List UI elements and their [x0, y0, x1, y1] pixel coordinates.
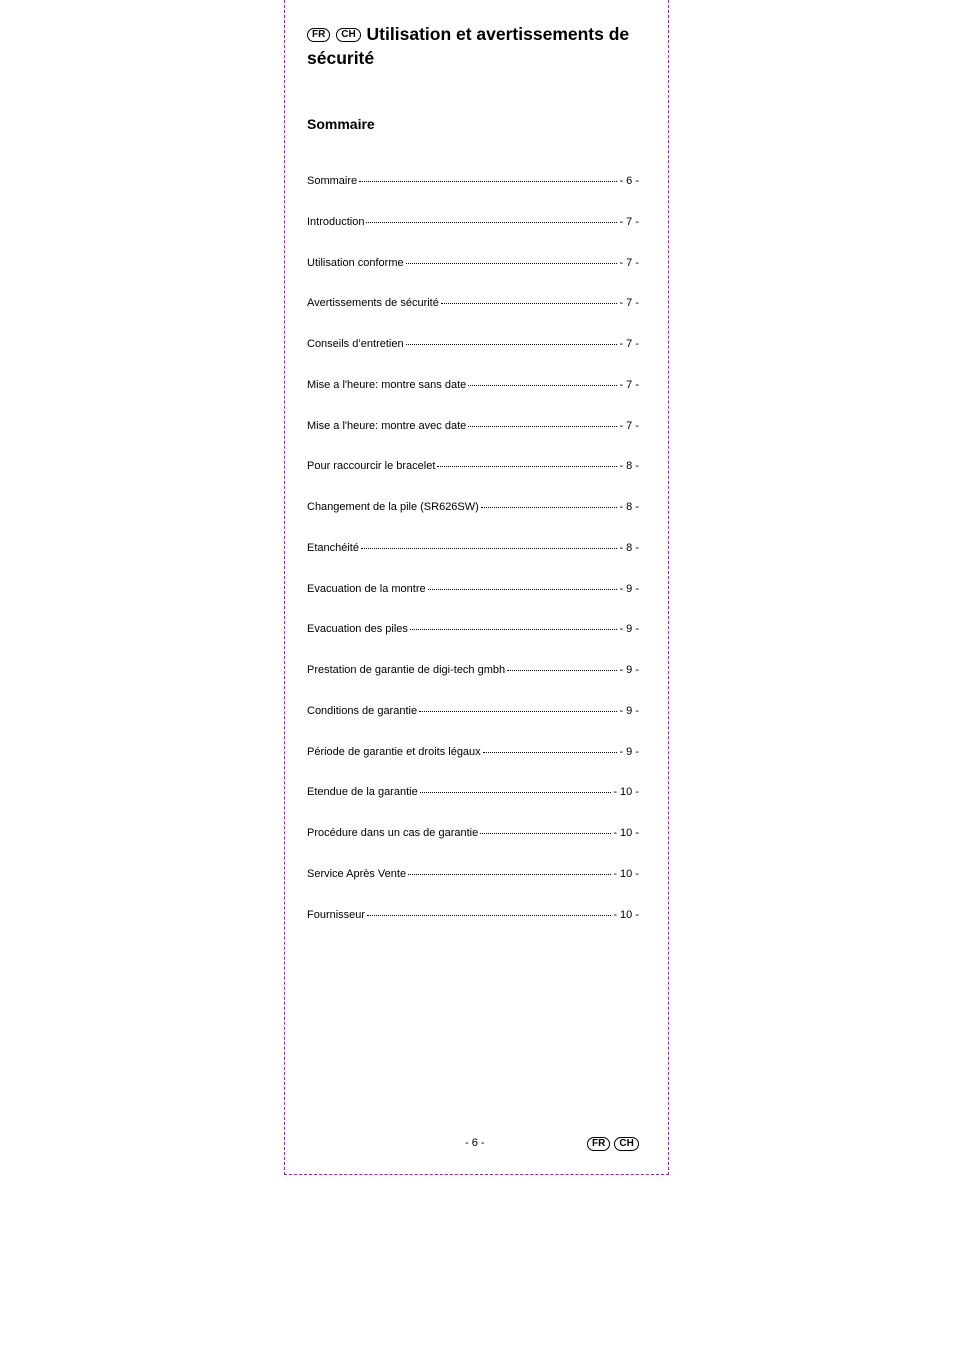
- toc-entry[interactable]: [307, 583, 639, 624]
- toc-dot-leader: [428, 589, 618, 590]
- toc-entry[interactable]: [307, 460, 639, 501]
- page-number: - 6 -: [465, 1137, 485, 1149]
- toc-dot-leader: [406, 344, 618, 345]
- toc-entry[interactable]: [307, 420, 639, 461]
- toc-entry[interactable]: [307, 827, 639, 868]
- toc-dot-leader: [437, 466, 617, 467]
- toc-entry-page: - 7 -: [619, 338, 639, 350]
- toc-entry[interactable]: [307, 257, 639, 298]
- toc-entry-page: - 9 -: [619, 582, 639, 595]
- toc-entry-label: Evacuation des piles: [307, 623, 408, 636]
- toc-entry-label: Pour raccourcir le bracelet: [307, 460, 436, 473]
- toc-entry[interactable]: [307, 216, 639, 257]
- table-of-contents: [307, 175, 639, 949]
- toc-dot-leader: [359, 181, 617, 182]
- toc-entry-label: Etanchéité: [307, 541, 359, 554]
- toc-dot-leader: [410, 629, 618, 630]
- toc-entry-page: - 9 -: [619, 704, 639, 717]
- toc-entry-page: - 7 -: [619, 215, 639, 228]
- toc-entry[interactable]: [307, 705, 639, 746]
- toc-entry-page: - 7 -: [619, 256, 639, 269]
- toc-entry[interactable]: [307, 909, 639, 950]
- toc-entry[interactable]: [307, 746, 639, 787]
- toc-entry-label: Avertissements de sécurité: [307, 297, 439, 310]
- toc-dot-leader: [483, 752, 618, 753]
- toc-entry[interactable]: [307, 786, 639, 827]
- toc-entry-label: Mise a l'heure: montre sans date: [307, 378, 467, 391]
- toc-entry-label: Prestation de garantie de digi-tech gmbh: [307, 664, 506, 676]
- toc-entry-label: Utilisation conforme: [307, 256, 404, 269]
- toc-entry-label: Procédure dans un cas de garantie: [307, 827, 479, 839]
- language-badge-fr: FR: [307, 28, 330, 42]
- toc-entry-page: - 7 -: [619, 297, 639, 310]
- toc-entry-page: - 8 -: [619, 501, 639, 513]
- toc-entry-page: - 9 -: [619, 745, 639, 758]
- footer-badges: [587, 1137, 640, 1151]
- toc-entry-page: - 10 -: [613, 786, 639, 799]
- toc-entry-label: Période de garantie et droits légaux: [307, 745, 481, 758]
- language-badge-ch: CH: [336, 28, 360, 42]
- toc-entry-label: Mise a l'heure: montre avec date: [307, 419, 467, 432]
- toc-dot-leader: [366, 222, 617, 223]
- toc-entry[interactable]: [307, 297, 639, 338]
- toc-entry-label: Introduction: [307, 215, 365, 228]
- toc-entry[interactable]: [307, 664, 639, 705]
- toc-dot-leader: [481, 507, 618, 508]
- toc-entry-label: Service Après Vente: [307, 867, 407, 880]
- toc-dot-leader: [408, 874, 611, 875]
- document-page: [284, 0, 669, 1175]
- toc-entry[interactable]: [307, 338, 639, 379]
- toc-entry-page: - 10 -: [613, 908, 639, 921]
- toc-entry-page: - 8 -: [619, 460, 639, 473]
- page-title: Utilisation et avertissements de sécurité: [307, 24, 630, 68]
- toc-entry-label: Changement de la pile (SR626SW): [307, 501, 479, 513]
- section-title: Sommaire: [307, 116, 375, 132]
- toc-dot-leader: [507, 670, 617, 671]
- toc-entry-label: Sommaire: [307, 175, 358, 187]
- toc-dot-leader: [367, 915, 611, 916]
- toc-entry[interactable]: [307, 868, 639, 909]
- toc-dot-leader: [441, 303, 618, 304]
- language-badge-fr: FR: [587, 1137, 610, 1151]
- toc-entry[interactable]: [307, 623, 639, 664]
- toc-entry-page: - 7 -: [619, 419, 639, 432]
- toc-entry-page: - 10 -: [613, 867, 639, 880]
- toc-entry[interactable]: [307, 175, 639, 216]
- toc-dot-leader: [468, 385, 617, 386]
- toc-entry-page: - 7 -: [619, 378, 639, 391]
- toc-entry-page: - 10 -: [613, 827, 639, 839]
- toc-entry-label: Conseils d’entretien: [307, 338, 404, 350]
- toc-entry-page: - 9 -: [619, 623, 639, 636]
- language-badge-ch: CH: [614, 1137, 638, 1151]
- toc-dot-leader: [420, 792, 612, 793]
- toc-entry-label: Evacuation de la montre: [307, 582, 426, 595]
- toc-dot-leader: [480, 833, 611, 834]
- toc-entry-label: Conditions de garantie: [307, 704, 418, 717]
- toc-dot-leader: [361, 548, 617, 549]
- toc-entry-label: Fournisseur: [307, 908, 366, 921]
- page-heading: [307, 22, 647, 70]
- toc-entry-page: - 6 -: [619, 175, 639, 187]
- toc-entry-page: - 8 -: [619, 541, 639, 554]
- toc-entry[interactable]: [307, 379, 639, 420]
- toc-entry[interactable]: [307, 501, 639, 542]
- toc-dot-leader: [468, 426, 617, 427]
- toc-entry[interactable]: [307, 542, 639, 583]
- toc-entry-label: Etendue de la garantie: [307, 786, 418, 799]
- toc-dot-leader: [419, 711, 617, 712]
- toc-entry-page: - 9 -: [619, 664, 639, 676]
- toc-dot-leader: [406, 263, 618, 264]
